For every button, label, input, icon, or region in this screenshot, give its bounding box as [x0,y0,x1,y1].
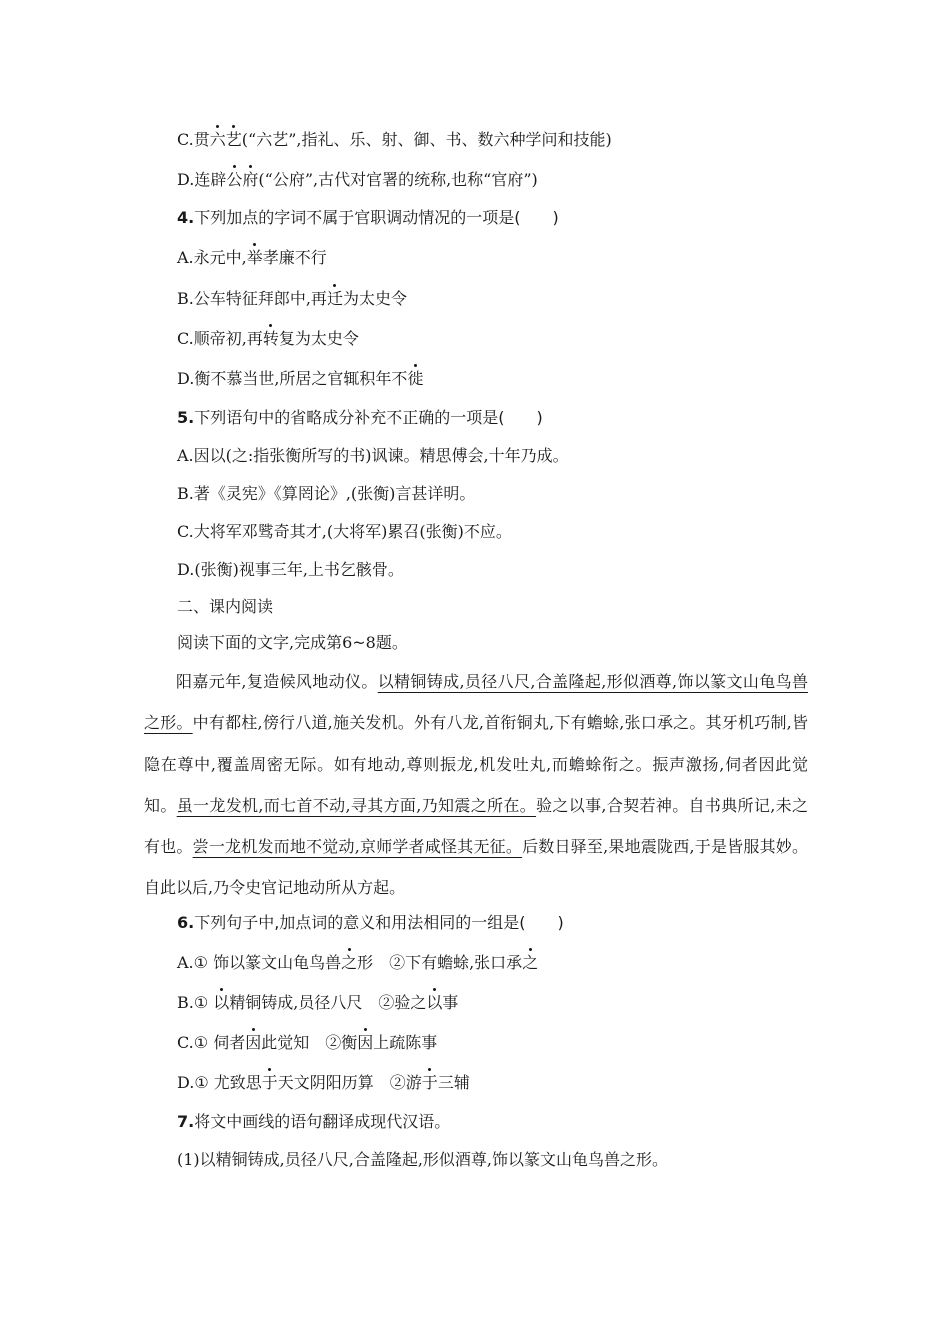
emphasis-dot-char: 因 [245,1033,262,1052]
question-number: 6. [177,913,195,932]
emphasis-dot-char: 因 [357,1033,374,1052]
q4-option-a: A.永元中,举孝廉不行 [177,248,327,267]
q4-option-b: B.公车特征拜郎中,再迁为太史令 [177,289,407,308]
emphasis-dot-char: 以 [213,993,230,1012]
q3-option-d: D.连辟公府(“公府”,古代对官署的统称,也称“官府”) [177,170,538,189]
underlined-sentence-2: 虽一龙发机,而七首不动,寻其方面,乃知震之所在。 [176,795,537,815]
reading-instruction: 阅读下面的文字,完成第6~8题。 [177,633,408,652]
q7-stem: 7.将文中画线的语句翻译成现代汉语。 [177,1112,451,1131]
emphasis-dot-char: 之 [522,953,539,972]
emphasis-dot-char: 迁 [326,289,343,308]
q6-option-d: D.① 尤致思于天文阴阳历算 ②游于三辅 [177,1073,470,1092]
emphasis-dot-char: 之 [341,953,358,972]
q6-option-c: C.① 伺者因此觉知 ②衡因上疏陈事 [177,1033,438,1052]
emphasis-dot-char: 公 [226,170,243,189]
emphasis-dot-char: 于 [421,1073,438,1092]
emphasis-dot-char: 徙 [407,369,424,388]
q5-stem: 5.下列语句中的省略成分补充不正确的一项是( ) [177,408,543,427]
q5-option-d: D.(张衡)视事三年,上书乞骸骨。 [177,560,404,579]
section-heading: 二、课内阅读 [177,597,274,616]
emphasis-dot-char: 府 [242,170,259,189]
q4-option-d: D.衡不慕当世,所居之官辄积年不徙 [177,369,424,388]
emphasis-dot-char: 六 [209,130,226,149]
q5-option-b: B.著《灵宪》《算罔论》,(张衡)言甚详明。 [177,484,476,503]
question-number: 7. [177,1112,195,1131]
question-number: 5. [177,408,195,427]
emphasis-dot-char: 转 [262,329,279,348]
q3-option-c: C.贯六艺(“六艺”,指礼、乐、射、御、书、数六种学问和技能) [177,130,612,149]
q7-item-1: (1)以精铜铸成,员径八尺,合盖隆起,形似酒尊,饰以篆文山龟鸟兽之形。 [177,1150,669,1169]
emphasis-dot-char: 于 [261,1073,278,1092]
q6-stem: 6.下列句子中,加点词的意义和用法相同的一组是( ) [177,913,564,932]
emphasis-dot-char: 举 [246,248,263,267]
q5-option-c: C.大将军邓骘奇其才,(大将军)累召(张衡)不应。 [177,522,512,541]
underlined-sentence-1: 以精铜铸成,员径八尺,合盖隆起,形似酒尊,饰以篆文山龟鸟兽之形。 [144,672,808,733]
emphasis-dot-char: 以 [426,993,443,1012]
q6-option-a: A.① 饰以篆文山龟鸟兽之形 ②下有蟾蜍,张口承之 [177,953,539,972]
q5-option-a: A.因以(之:指张衡所写的书)讽谏。精思傅会,十年乃成。 [177,446,569,465]
underlined-sentence-3: 尝一龙机发而地不觉动,京师学者咸怪其无征。 [192,837,523,857]
q4-stem: 4.下列加点的字词不属于官职调动情况的一项是( ) [177,208,559,227]
reading-passage: 阳嘉元年,复造候风地动仪。以精铜铸成,员径八尺,合盖隆起,形似酒尊,饰以篆文山龟鸟兽之形。中有都柱,傍行八道,施关发机。外有八龙,首衔铜丸,下有蟾蜍,张口承之。其牙机巧制,皆隐在尊中,覆盖周密无际。如有地动,尊则振龙,机发吐丸,而蟾蜍衔之。振声激扬,伺者因此觉知。虽一龙发机,而七首不动,寻其方面,乃知震之所在。验之以事,合契若神。自书典所记,未之有也。尝一龙机发而地不觉动,京师学者咸怪其无征。后数日驿至,果地震陇西,于是皆服其妙。自此以后,乃令史官记地动所从方起。 [144,672,808,898]
question-number: 4. [177,208,195,227]
emphasis-dot-char: 艺 [225,130,242,149]
q4-option-c: C.顺帝初,再转复为太史令 [177,329,359,348]
q6-option-b: B.① 以精铜铸成,员径八尺 ②验之以事 [177,993,459,1012]
